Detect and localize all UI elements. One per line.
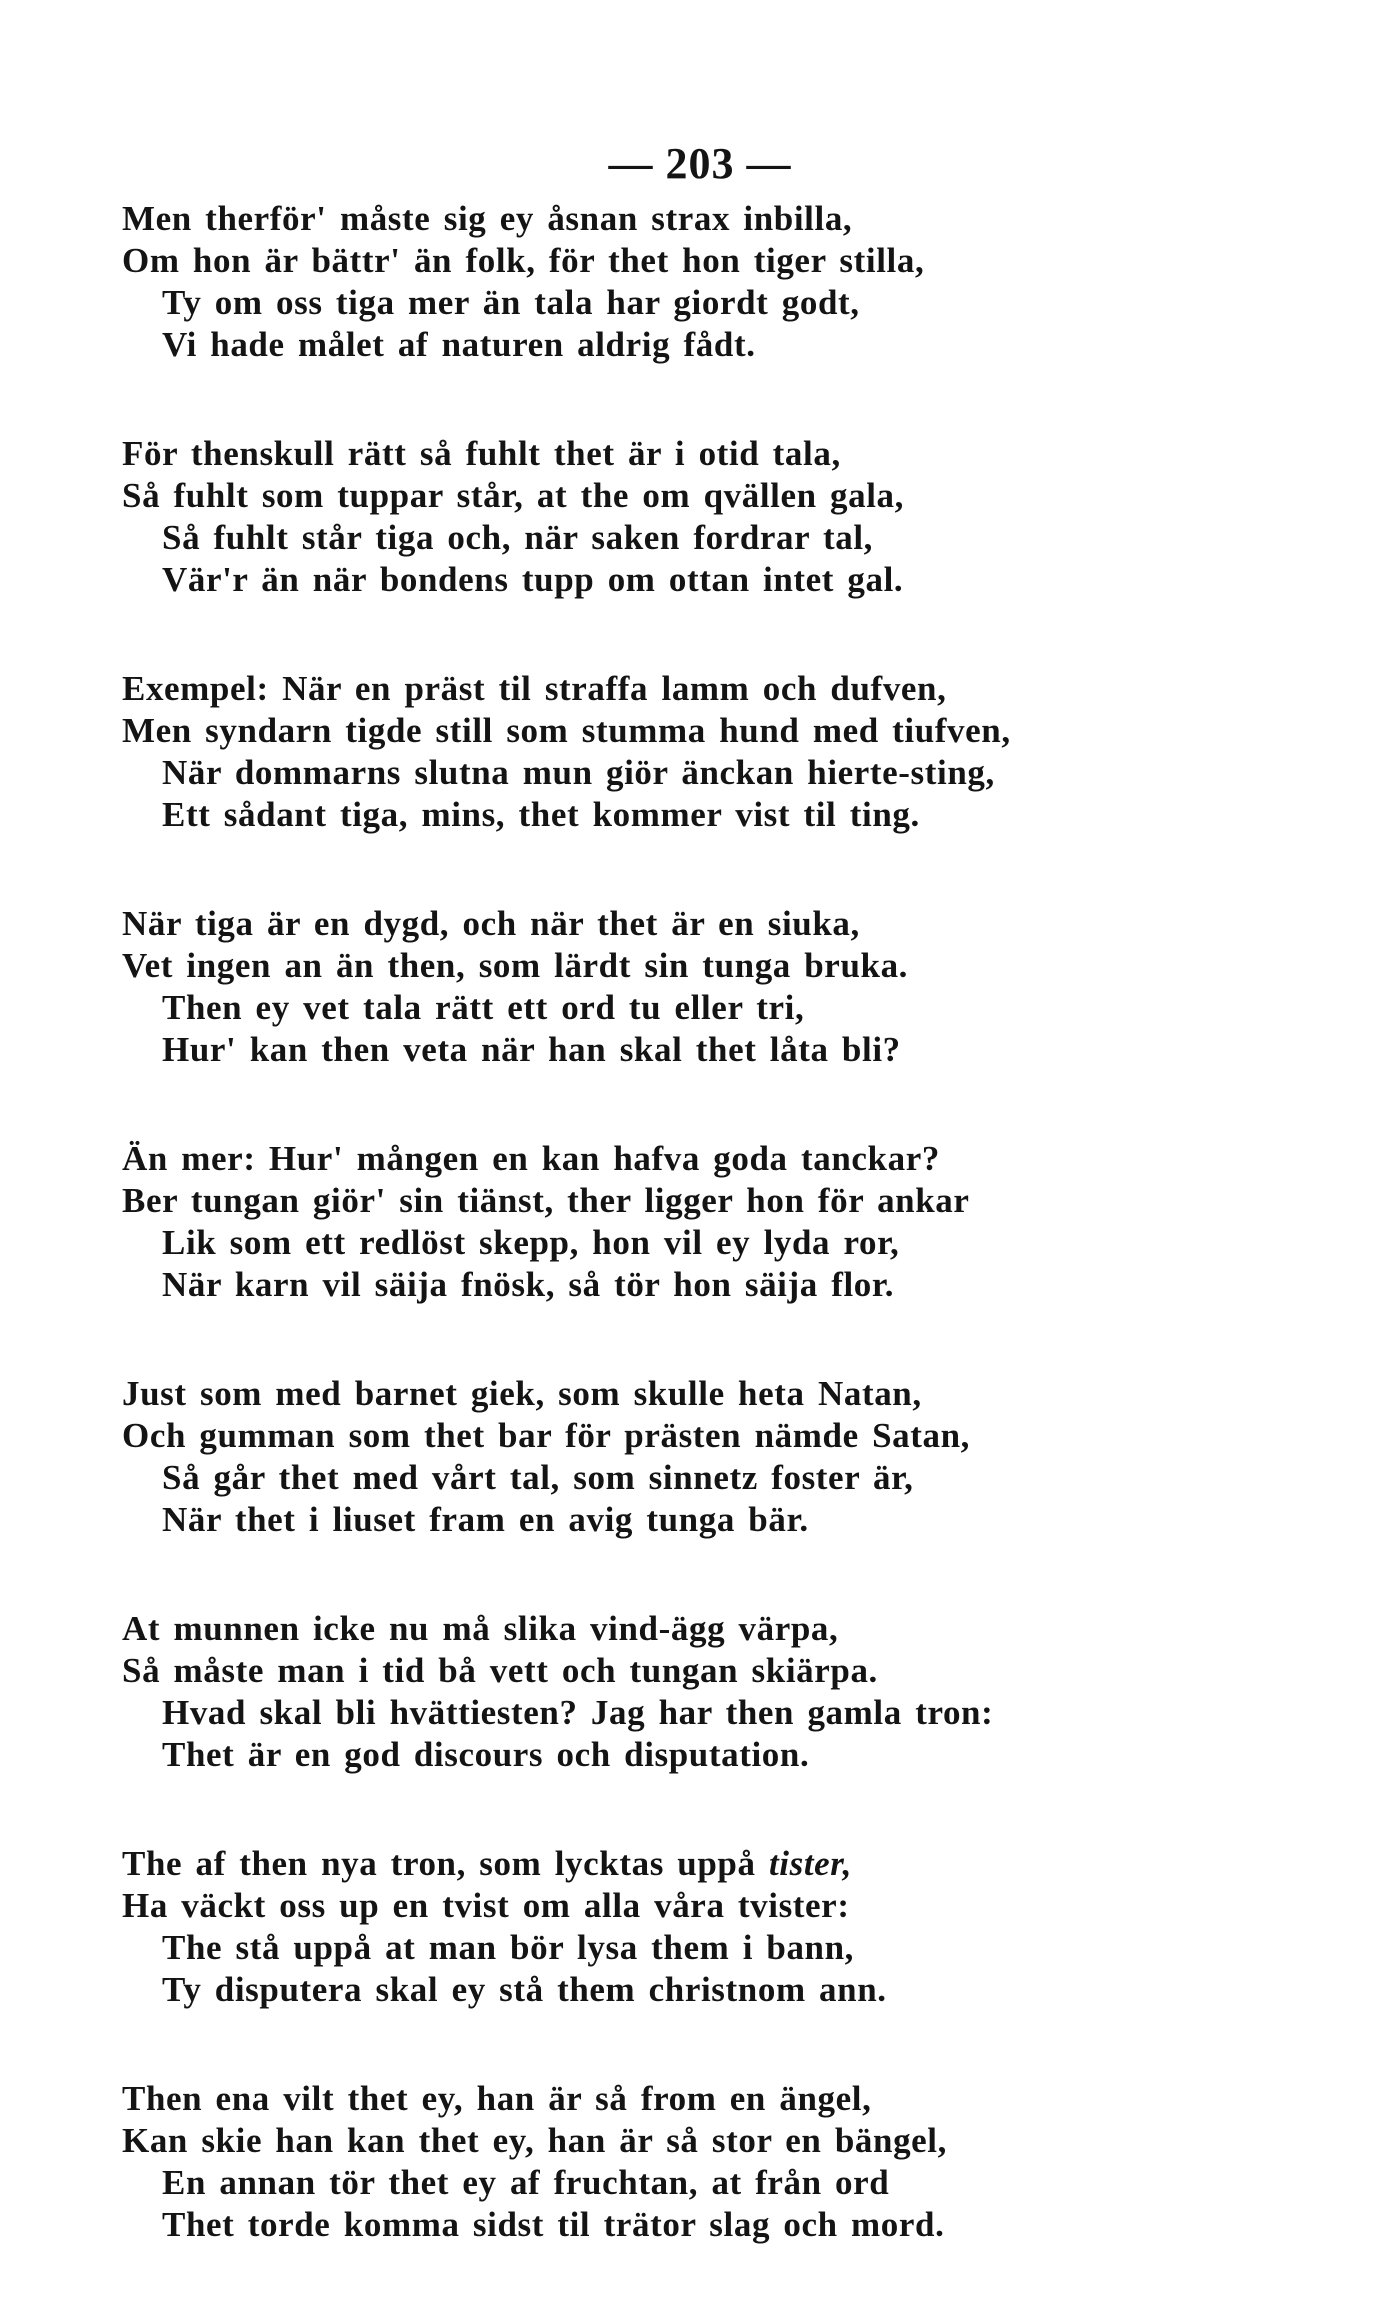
stanza-9 (122, 2078, 1362, 2246)
verse-line: Thet torde komma sidst til trätor slag och mord. (162, 2205, 945, 2244)
verse-line-text: The af then nya tron, som lycktas uppå (122, 1844, 756, 1883)
verse-line: Ett sådant tiga, mins, thet kommer vist til ting. (162, 795, 920, 834)
verse-line: Vi hade målet af naturen aldrig fådt. (162, 325, 756, 364)
verse-line: Lik som ett redlöst skepp, hon vil ey lyda ror, (162, 1223, 900, 1262)
verse-line: Ty om oss tiga mer än tala har giordt godt, (162, 283, 860, 322)
verse-line: Så fuhlt står tiga och, när saken fordrar tal, (162, 518, 874, 557)
verse-line: Så fuhlt som tuppar står, at the om qvällen gala, (122, 476, 905, 515)
verse-line: Så går thet med vårt tal, som sinnetz foster är, (162, 1458, 914, 1497)
verse-line: Så måste man i tid bå vett och tungan skiärpa. (122, 1651, 878, 1690)
verse-line: Men syndarn tigde still som stumma hund med tiufven, (122, 711, 1011, 750)
verse-line: Kan skie han kan thet ey, han är så stor en bängel, (122, 2121, 947, 2160)
verse-line (122, 1843, 1362, 1885)
page-number: — 203 — (608, 139, 792, 188)
verse-line: När thet i liuset fram en avig tunga bär. (162, 1500, 809, 1539)
stanza-5 (122, 1138, 1362, 1306)
stanza-3 (122, 668, 1362, 836)
verse-line: Ber tungan giör' sin tiänst, ther ligger hon för ankar (122, 1181, 970, 1220)
verse-line: Vär'r än när bondens tupp om ottan intet gal. (162, 560, 904, 599)
verse-line: Ha väckt oss up en tvist om alla våra tvister: (122, 1886, 850, 1925)
verse-line: När tiga är en dygd, och när thet är en siuka, (122, 904, 860, 943)
poem (122, 198, 1362, 2313)
stanza-1 (122, 198, 1362, 366)
verse-line: En annan tör thet ey af fruchtan, at från ord (162, 2163, 890, 2202)
verse-line: Then ena vilt thet ey, han är så from en ängel, (122, 2079, 872, 2118)
verse-line: Ty disputera skal ey stå them christnom ann. (162, 1970, 887, 2009)
verse-line: At munnen icke nu må slika vind-ägg värpa, (122, 1609, 839, 1648)
stanza-2 (122, 433, 1362, 601)
stanza-8 (122, 1843, 1362, 2011)
verse-line: Vet ingen an än then, som lärdt sin tunga bruka. (122, 946, 909, 985)
verse-line: Just som med barnet giek, som skulle heta Natan, (122, 1374, 922, 1413)
verse-line: När karn vil säija fnösk, så tör hon säija flor. (162, 1265, 895, 1304)
verse-line: Men therför' måste sig ey åsnan strax inbilla, (122, 199, 853, 238)
verse-line: Om hon är bättr' än folk, för thet hon tiger stilla, (122, 241, 925, 280)
verse-line: Hvad skal bli hvättiesten? Jag har then gamla tron: (162, 1693, 994, 1732)
stanza-6 (122, 1373, 1362, 1541)
verse-line: Och gumman som thet bar för prästen nämde Satan, (122, 1416, 971, 1455)
italic-word: tister, (768, 1844, 852, 1883)
verse-line: The stå uppå at man bör lysa them i bann, (162, 1928, 855, 1967)
stanza-7 (122, 1608, 1362, 1776)
verse-line: När dommarns slutna mun giör änckan hierte-sting, (162, 753, 995, 792)
verse-line: För thenskull rätt så fuhlt thet är i otid tala, (122, 434, 841, 473)
verse-line: Exempel: När en präst til straffa lamm och dufven, (122, 669, 947, 708)
verse-line: Thet är en god discours och disputation. (162, 1735, 810, 1774)
verse-line: Än mer: Hur' mången en kan hafva goda tanckar? (122, 1139, 940, 1178)
stanza-4 (122, 903, 1362, 1071)
verse-line: Then ey vet tala rätt ett ord tu eller tri, (162, 988, 805, 1027)
verse-line: Hur' kan then veta när han skal thet låta bli? (162, 1030, 901, 1069)
